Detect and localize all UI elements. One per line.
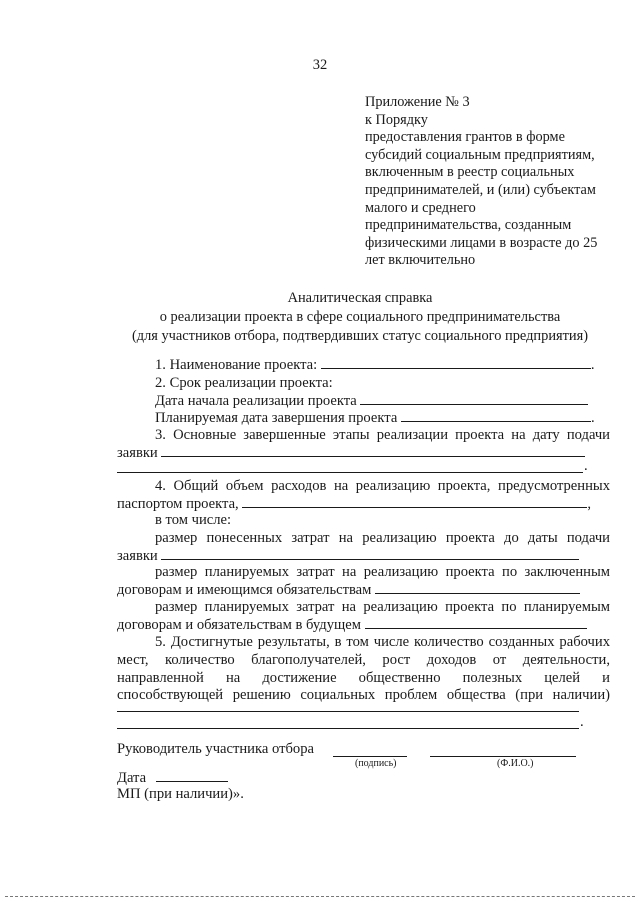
title-line-1: Аналитическая справка (287, 290, 433, 306)
appendix-line: включенным в реестр социальных (365, 164, 575, 181)
end-date-label: Планируемая дата завершения проекта (155, 410, 398, 426)
item-4-label: паспортом проекта, (117, 496, 239, 512)
appendix-line: предпринимателей, и (или) субъектам (365, 181, 596, 198)
appendix-line: предоставления грантов в форме (365, 129, 565, 146)
appendix-line: физическими лицами в возрасте до 25 (365, 234, 598, 251)
results-field-continuation[interactable] (117, 728, 579, 729)
date-field[interactable] (156, 768, 228, 782)
period: . (590, 410, 595, 426)
completed-stages-field[interactable] (161, 443, 585, 457)
title-line-2: о реализации проекта в сфере социального предпринимательства (159, 309, 561, 325)
signature-caption: (подпись) (355, 758, 397, 769)
full-name-field[interactable] (430, 756, 576, 757)
signature-field[interactable] (333, 756, 407, 757)
end-date-field[interactable] (401, 408, 591, 422)
full-name-caption: (Ф.И.О.) (497, 758, 534, 769)
item-5-line-3: направленной на достижение общественно полезных целей и (117, 670, 610, 686)
appendix-line: малого и среднего (365, 199, 476, 216)
appendix-line: предпринимательства, созданным (365, 217, 572, 234)
item-1-row (155, 355, 595, 374)
planned-future-line-2 (117, 615, 587, 634)
item-3-line-2 (117, 443, 585, 462)
spent-costs-field[interactable] (161, 546, 579, 560)
planned-contracts-line-1: размер планируемых затрат на реализацию проекта по заключенным (155, 564, 610, 580)
start-date-label: Дата начала реализации проекта (155, 393, 357, 409)
appendix-line: Приложение № 3 (365, 94, 470, 110)
period: . (584, 458, 588, 474)
item-3-label: заявки (117, 445, 158, 461)
planned-future-line-1: размер планируемых затрат на реализацию проекта по планируемым (155, 599, 610, 615)
results-field[interactable] (117, 711, 579, 712)
comma: , (587, 496, 592, 512)
planned-contracts-label: договорам и имеющимся обязательствам (117, 582, 372, 598)
planned-contracts-line-2 (117, 580, 580, 599)
appendix-line: лет включительно (365, 252, 476, 269)
item-4-line-1: 4. Общий объем расходов на реализацию проекта, предусмотренных (155, 478, 610, 494)
appendix-line: к Порядку (365, 111, 428, 128)
stamp-label: МП (при наличии)». (117, 786, 244, 802)
item-5-line-2: мест, количество благополучателей, рост доходов от деятельности, (117, 652, 610, 668)
scan-edge-divider (5, 896, 635, 897)
head-label: Руководитель участника отбора (117, 741, 314, 757)
item-5-line-4: способствующей решению социальных проблем общества (при наличии) (117, 687, 610, 703)
item-3-line-1: 3. Основные завершенные этапы реализации проекта на дату подачи (155, 427, 610, 443)
end-date-row (155, 408, 595, 427)
planned-future-label: договорам и обязательствам в будущем (117, 617, 361, 633)
page-number: 32 (312, 57, 328, 73)
item-5-line-1: 5. Достигнутые результаты, в том числе количество созданных рабочих (155, 634, 610, 650)
planned-contracts-field[interactable] (375, 580, 580, 594)
appendix-line: субсидий социальным предприятиям, (365, 146, 595, 163)
item-1-label: 1. Наименование проекта: (155, 357, 318, 373)
total-expenses-field[interactable] (242, 494, 587, 508)
date-label: Дата (117, 770, 147, 786)
including-label: в том числе: (155, 512, 232, 528)
appendix-header (365, 94, 615, 270)
period: . (590, 357, 595, 373)
item-2-label: 2. Срок реализации проекта: (155, 375, 333, 391)
start-date-field[interactable] (360, 391, 588, 405)
planned-future-field[interactable] (365, 615, 587, 629)
period: . (580, 714, 584, 730)
document-title (110, 289, 610, 346)
project-name-field[interactable] (321, 355, 591, 369)
spent-costs-label: заявки (117, 548, 158, 564)
spent-costs-line-1: размер понесенных затрат на реализацию проекта до даты подачи (155, 530, 610, 546)
title-line-3: (для участников отбора, подтвердивших статус социального предприятия) (131, 328, 589, 344)
completed-stages-field-continuation[interactable] (117, 472, 583, 473)
